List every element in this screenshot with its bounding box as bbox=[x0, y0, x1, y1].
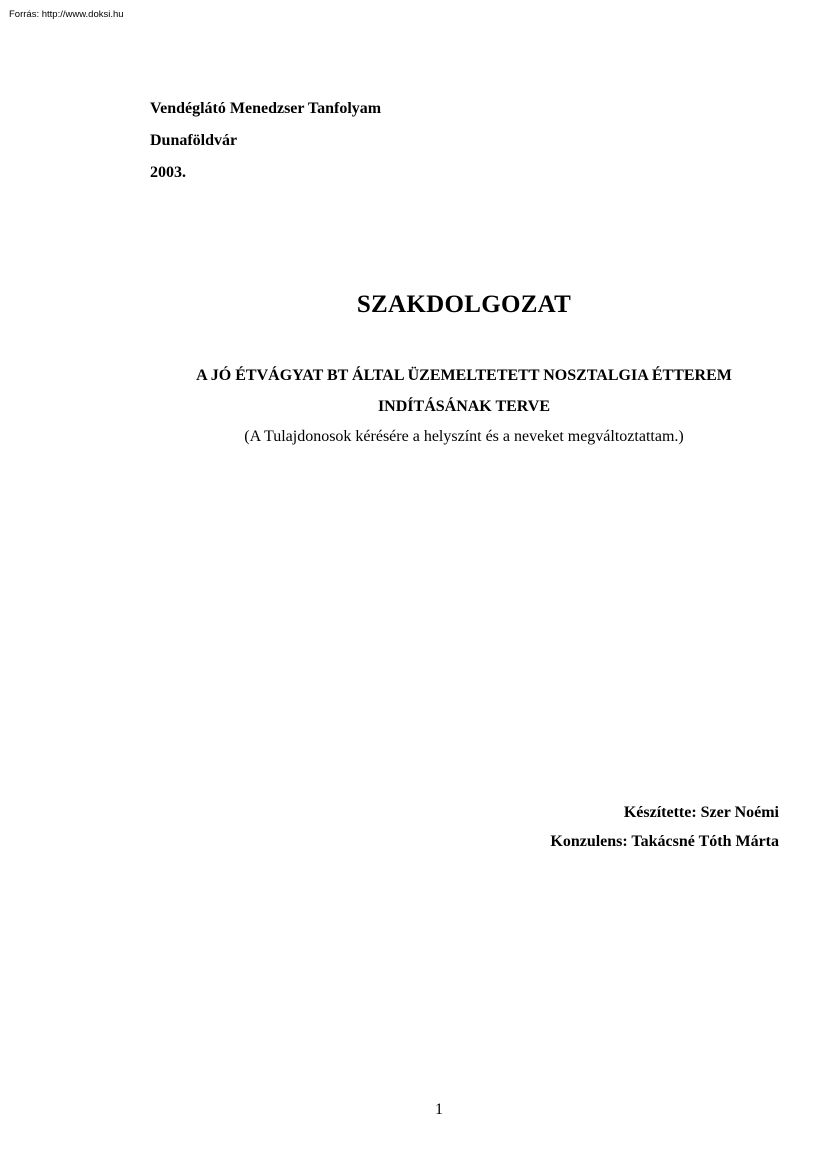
subtitle-line-2: INDÍTÁSÁNAK TERVE bbox=[377, 398, 551, 415]
author-credit: Készítette: Szer Noémi bbox=[623, 804, 779, 821]
page-number: 1 bbox=[435, 1101, 443, 1118]
consultant-credit: Konzulens: Takácsné Tóth Márta bbox=[550, 833, 779, 850]
subtitle-line-1: A JÓ ÉTVÁGYAT BT ÁLTAL ÜZEMELTETETT NOSZTALGIA ÉTTEREM bbox=[196, 367, 732, 384]
course-name: Vendéglátó Menedzser Tanfolyam bbox=[150, 100, 382, 117]
subtitle-note: (A Tulajdonosok kérésére a helyszínt és a neveket megváltoztattam.) bbox=[244, 428, 684, 445]
source-url: Forrás: http://www.doksi.hu bbox=[9, 9, 124, 20]
page-title: SZAKDOLGOZAT bbox=[356, 291, 572, 318]
year: 2003. bbox=[150, 164, 186, 181]
city-name: Dunaföldvár bbox=[150, 132, 238, 149]
